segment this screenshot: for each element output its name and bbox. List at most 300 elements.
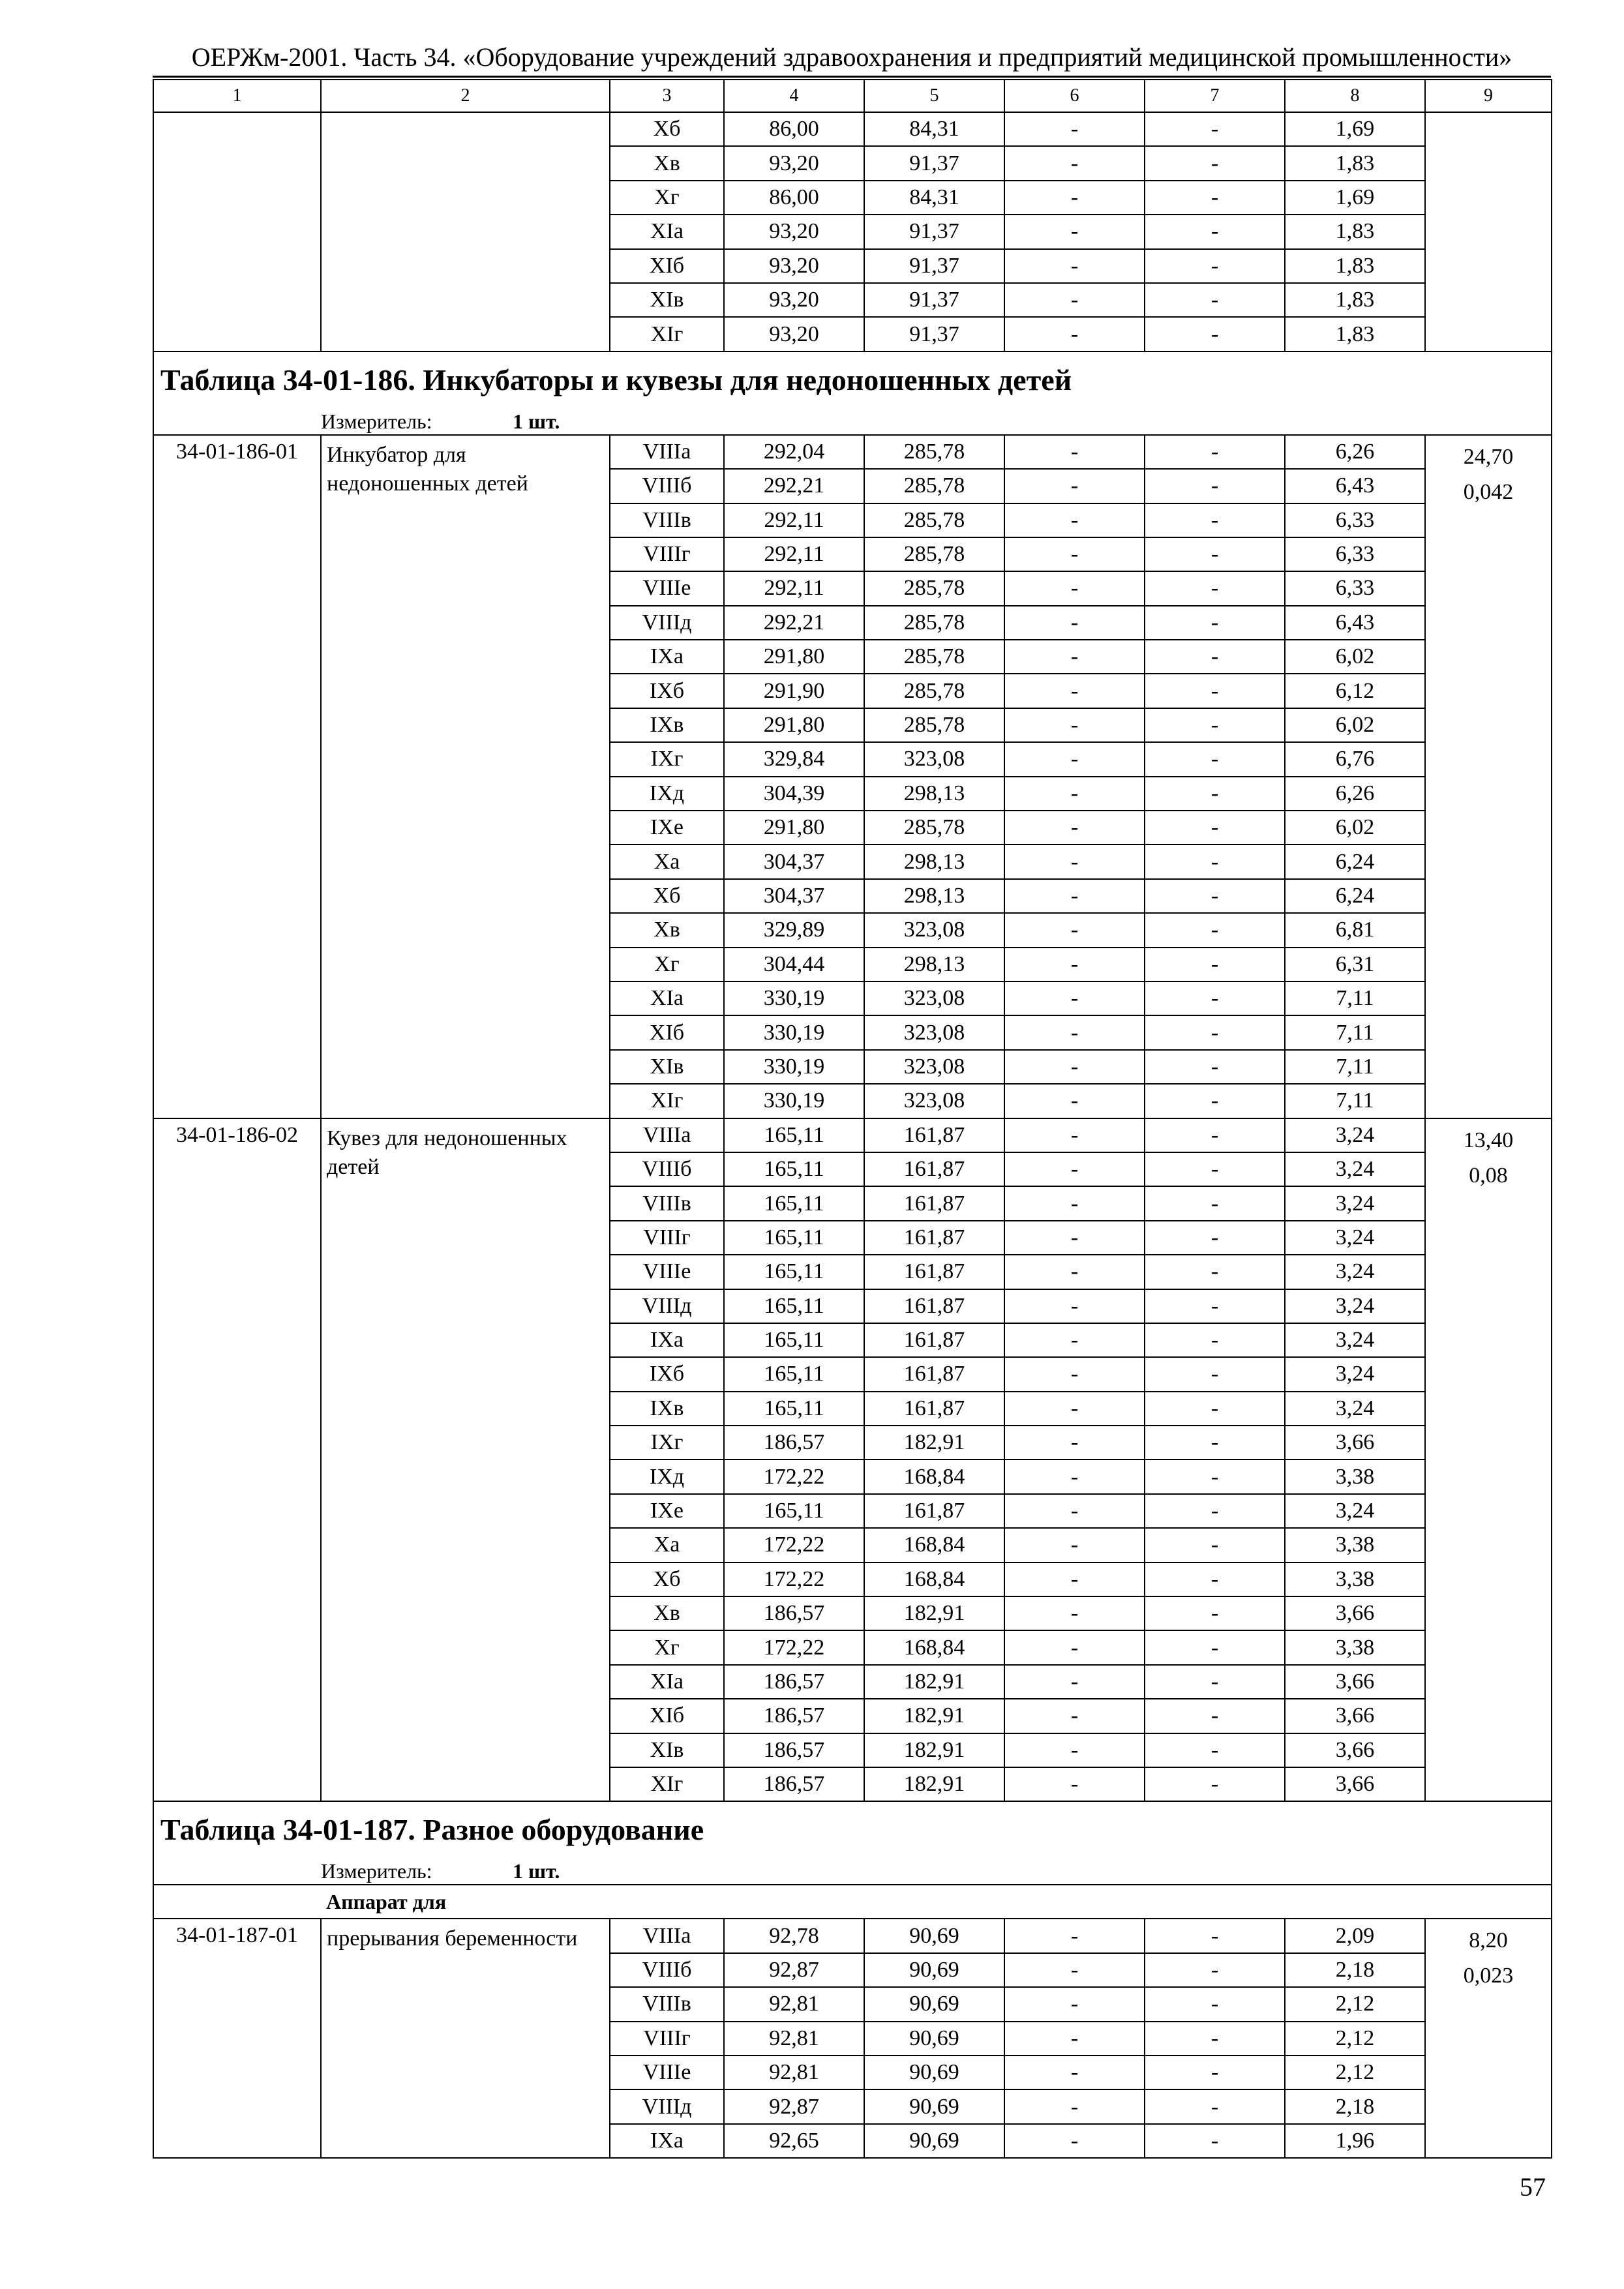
value-cell-5: 182,91 (864, 1699, 1004, 1733)
value-cell-4: 172,22 (724, 1459, 864, 1493)
value-cell-5: 168,84 (864, 1528, 1004, 1562)
zone-cell: IXа (610, 1323, 724, 1357)
value-cell-7: - (1145, 674, 1285, 708)
value-cell-8: 2,12 (1285, 2022, 1425, 2056)
col9-value: 24,70 (1463, 444, 1514, 469)
zone-cell: VIIIв (610, 1987, 724, 2021)
value-cell-4: 186,57 (724, 1596, 864, 1630)
value-cell-6: - (1004, 2022, 1145, 2056)
value-cell-5: 182,91 (864, 1665, 1004, 1699)
value-cell-7: - (1145, 1084, 1285, 1118)
value-cell-8: 3,66 (1285, 1767, 1425, 1801)
value-cell-8: 1,69 (1285, 181, 1425, 215)
value-cell-8: 2,12 (1285, 1987, 1425, 2021)
value-cell-8: 6,02 (1285, 811, 1425, 845)
value-cell-6: - (1004, 606, 1145, 640)
measure-label: Измеритель: (321, 409, 432, 433)
value-cell-4: 291,80 (724, 708, 864, 742)
value-cell-5: 182,91 (864, 1426, 1004, 1459)
table-row (153, 1919, 1552, 1952)
subheading: Аппарат для (321, 1885, 1552, 1919)
value-cell-7: - (1145, 317, 1285, 351)
value-cell-7: - (1145, 2124, 1285, 2158)
value-cell-8: 1,83 (1285, 215, 1425, 248)
zone-cell: XIа (610, 1665, 724, 1699)
value-cell-4: 186,57 (724, 1426, 864, 1459)
value-cell-4: 165,11 (724, 1357, 864, 1391)
value-cell-5: 298,13 (864, 777, 1004, 811)
value-cell-4: 186,57 (724, 1767, 864, 1801)
value-cell-6: - (1004, 1953, 1145, 1987)
value-cell-8: 7,11 (1285, 1084, 1425, 1118)
zone-cell: IXв (610, 708, 724, 742)
value-cell-5: 285,78 (864, 571, 1004, 605)
value-cell-8: 3,24 (1285, 1323, 1425, 1357)
zone-cell: VIIIа (610, 1118, 724, 1152)
value-cell-8: 6,24 (1285, 845, 1425, 878)
value-cell-7: - (1145, 1050, 1285, 1084)
zone-cell: Xв (610, 146, 724, 180)
value-cell-8: 6,24 (1285, 879, 1425, 913)
value-cell-4: 86,00 (724, 181, 864, 215)
value-cell-8: 3,24 (1285, 1118, 1425, 1152)
zone-cell: VIIIб (610, 1953, 724, 1987)
value-cell-6: - (1004, 777, 1145, 811)
value-cell-8: 3,66 (1285, 1426, 1425, 1459)
value-cell-8: 3,66 (1285, 1596, 1425, 1630)
zone-cell: Xб (610, 879, 724, 913)
zone-cell: Xг (610, 1630, 724, 1664)
value-cell-5: 323,08 (864, 742, 1004, 776)
value-cell-6: - (1004, 146, 1145, 180)
value-cell-6: - (1004, 317, 1145, 351)
value-cell-5: 323,08 (864, 1050, 1004, 1084)
value-cell-7: - (1145, 845, 1285, 878)
column-number: 5 (864, 80, 1004, 112)
value-cell-5: 161,87 (864, 1186, 1004, 1220)
value-cell-6: - (1004, 913, 1145, 947)
value-cell-4: 186,57 (724, 1665, 864, 1699)
value-cell-6: - (1004, 1323, 1145, 1357)
value-cell-5: 161,87 (864, 1357, 1004, 1391)
zone-cell: Xг (610, 948, 724, 981)
col9-value: 0,023 (1463, 1964, 1514, 1988)
value-cell-4: 292,21 (724, 606, 864, 640)
item-col9 (1425, 435, 1552, 1118)
zone-cell: VIIIв (610, 1186, 724, 1220)
value-cell-7: - (1145, 1665, 1285, 1699)
zone-cell: IXе (610, 811, 724, 845)
column-number-row (153, 80, 1552, 112)
value-cell-5: 168,84 (864, 1563, 1004, 1596)
value-cell-4: 292,11 (724, 503, 864, 537)
column-number: 6 (1004, 80, 1145, 112)
value-cell-5: 298,13 (864, 879, 1004, 913)
value-cell-6: - (1004, 1699, 1145, 1733)
value-cell-4: 330,19 (724, 1050, 864, 1084)
value-cell-5: 182,91 (864, 1767, 1004, 1801)
zone-cell: Xв (610, 913, 724, 947)
value-cell-8: 6,26 (1285, 435, 1425, 469)
value-cell-7: - (1145, 181, 1285, 215)
value-cell-6: - (1004, 640, 1145, 674)
value-cell-6: - (1004, 469, 1145, 503)
value-cell-6: - (1004, 1919, 1145, 1952)
zone-cell: VIIIе (610, 571, 724, 605)
value-cell-4: 330,19 (724, 1084, 864, 1118)
zone-cell: XIв (610, 1050, 724, 1084)
value-cell-5: 168,84 (864, 1630, 1004, 1664)
value-cell-7: - (1145, 435, 1285, 469)
value-cell-8: 6,33 (1285, 503, 1425, 537)
value-cell-4: 92,87 (724, 1953, 864, 1987)
value-cell-8: 3,38 (1285, 1459, 1425, 1493)
zone-cell: VIIIа (610, 1919, 724, 1952)
zone-cell: IXв (610, 1392, 724, 1426)
table-row (153, 1118, 1552, 1152)
zone-cell: VIIIг (610, 1221, 724, 1255)
value-cell-6: - (1004, 1152, 1145, 1186)
value-cell-4: 165,11 (724, 1323, 864, 1357)
value-cell-8: 1,83 (1285, 317, 1425, 351)
value-cell-7: - (1145, 2056, 1285, 2089)
value-cell-7: - (1145, 811, 1285, 845)
value-cell-4: 165,11 (724, 1186, 864, 1220)
value-cell-7: - (1145, 708, 1285, 742)
col9-value: 0,08 (1469, 1163, 1508, 1188)
value-cell-5: 161,87 (864, 1392, 1004, 1426)
value-cell-8: 1,69 (1285, 112, 1425, 146)
value-cell-8: 3,24 (1285, 1357, 1425, 1391)
value-cell-4: 292,11 (724, 571, 864, 605)
value-cell-4: 92,81 (724, 2022, 864, 2056)
value-cell-7: - (1145, 503, 1285, 537)
value-cell-8: 3,24 (1285, 1289, 1425, 1323)
value-cell-8: 6,76 (1285, 742, 1425, 776)
value-cell-7: - (1145, 981, 1285, 1015)
zone-cell: XIг (610, 1084, 724, 1118)
value-cell-6: - (1004, 2089, 1145, 2123)
value-cell-8: 3,66 (1285, 1699, 1425, 1733)
value-cell-4: 172,22 (724, 1528, 864, 1562)
value-cell-6: - (1004, 811, 1145, 845)
value-cell-4: 186,57 (724, 1699, 864, 1733)
value-cell-8: 3,66 (1285, 1665, 1425, 1699)
measure-value: 1 шт. (513, 409, 560, 433)
value-cell-8: 6,33 (1285, 537, 1425, 571)
value-cell-4: 92,87 (724, 2089, 864, 2123)
value-cell-7: - (1145, 1987, 1285, 2021)
zone-cell: VIIIг (610, 2022, 724, 2056)
value-cell-5: 91,37 (864, 215, 1004, 248)
value-cell-5: 161,87 (864, 1494, 1004, 1528)
value-cell-5: 285,78 (864, 503, 1004, 537)
value-cell-4: 93,20 (724, 249, 864, 283)
value-cell-4: 292,04 (724, 435, 864, 469)
value-cell-7: - (1145, 112, 1285, 146)
value-cell-8: 6,02 (1285, 640, 1425, 674)
value-cell-8: 6,12 (1285, 674, 1425, 708)
item-name: Инкубатор для недоношенных детей (321, 435, 610, 1118)
value-cell-4: 92,78 (724, 1919, 864, 1952)
value-cell-7: - (1145, 913, 1285, 947)
item-code (153, 112, 321, 352)
value-cell-5: 161,87 (864, 1323, 1004, 1357)
value-cell-5: 285,78 (864, 811, 1004, 845)
measure-blank (153, 408, 321, 435)
value-cell-8: 2,18 (1285, 2089, 1425, 2123)
value-cell-6: - (1004, 1987, 1145, 2021)
value-cell-6: - (1004, 1494, 1145, 1528)
value-cell-6: - (1004, 1528, 1145, 1562)
value-cell-4: 304,44 (724, 948, 864, 981)
item-code: 34-01-186-02 (153, 1118, 321, 1802)
value-cell-5: 90,69 (864, 2124, 1004, 2158)
value-cell-6: - (1004, 879, 1145, 913)
value-cell-6: - (1004, 1733, 1145, 1767)
value-cell-7: - (1145, 1289, 1285, 1323)
value-cell-4: 165,11 (724, 1118, 864, 1152)
value-cell-5: 91,37 (864, 283, 1004, 317)
header-rule (153, 76, 1551, 78)
value-cell-6: - (1004, 1221, 1145, 1255)
zone-cell: IXб (610, 674, 724, 708)
value-cell-8: 1,83 (1285, 146, 1425, 180)
value-cell-8: 3,24 (1285, 1494, 1425, 1528)
value-cell-5: 323,08 (864, 1015, 1004, 1049)
value-cell-8: 3,38 (1285, 1630, 1425, 1664)
value-cell-5: 323,08 (864, 913, 1004, 947)
value-cell-4: 165,11 (724, 1494, 864, 1528)
value-cell-5: 182,91 (864, 1733, 1004, 1767)
value-cell-6: - (1004, 2056, 1145, 2089)
value-cell-5: 285,78 (864, 435, 1004, 469)
value-cell-4: 292,11 (724, 537, 864, 571)
value-cell-5: 90,69 (864, 1987, 1004, 2021)
zone-cell: IXе (610, 1494, 724, 1528)
value-cell-5: 161,87 (864, 1289, 1004, 1323)
value-cell-7: - (1145, 1186, 1285, 1220)
value-cell-7: - (1145, 1459, 1285, 1493)
price-table (153, 79, 1552, 2159)
zone-cell: VIIIа (610, 435, 724, 469)
col9-value: 0,042 (1463, 479, 1514, 504)
value-cell-5: 91,37 (864, 146, 1004, 180)
value-cell-6: - (1004, 571, 1145, 605)
value-cell-5: 84,31 (864, 112, 1004, 146)
page-header: ОЕРЖм-2001. Часть 34. «Оборудование учреждений здравоохранения и предприятий медицинской промышленности» (191, 42, 1512, 72)
zone-cell: VIIIд (610, 2089, 724, 2123)
value-cell-4: 165,11 (724, 1152, 864, 1186)
zone-cell: VIIIд (610, 1289, 724, 1323)
column-number: 1 (153, 80, 321, 112)
value-cell-6: - (1004, 1357, 1145, 1391)
zone-cell: XIг (610, 1767, 724, 1801)
value-cell-5: 161,87 (864, 1221, 1004, 1255)
value-cell-8: 7,11 (1285, 1015, 1425, 1049)
zone-cell: XIг (610, 317, 724, 351)
column-number: 7 (1145, 80, 1285, 112)
table-title-row (153, 1801, 1552, 1858)
value-cell-7: - (1145, 1596, 1285, 1630)
value-cell-6: - (1004, 112, 1145, 146)
value-cell-6: - (1004, 1767, 1145, 1801)
value-cell-5: 161,87 (864, 1255, 1004, 1289)
value-cell-6: - (1004, 948, 1145, 981)
value-cell-7: - (1145, 1323, 1285, 1357)
value-cell-4: 329,84 (724, 742, 864, 776)
value-cell-4: 93,20 (724, 215, 864, 248)
value-cell-6: - (1004, 2124, 1145, 2158)
value-cell-7: - (1145, 283, 1285, 317)
item-name (321, 112, 610, 352)
value-cell-7: - (1145, 571, 1285, 605)
value-cell-8: 6,02 (1285, 708, 1425, 742)
value-cell-4: 291,80 (724, 640, 864, 674)
value-cell-4: 92,65 (724, 2124, 864, 2158)
value-cell-8: 6,33 (1285, 571, 1425, 605)
col9-value: 13,40 (1463, 1128, 1514, 1152)
value-cell-4: 304,37 (724, 845, 864, 878)
value-cell-7: - (1145, 1255, 1285, 1289)
value-cell-7: - (1145, 1152, 1285, 1186)
value-cell-5: 90,69 (864, 1919, 1004, 1952)
value-cell-8: 6,43 (1285, 606, 1425, 640)
value-cell-6: - (1004, 845, 1145, 878)
zone-cell: IXа (610, 640, 724, 674)
value-cell-7: - (1145, 1221, 1285, 1255)
value-cell-4: 86,00 (724, 112, 864, 146)
value-cell-4: 304,39 (724, 777, 864, 811)
value-cell-6: - (1004, 283, 1145, 317)
value-cell-8: 3,24 (1285, 1221, 1425, 1255)
value-cell-8: 1,96 (1285, 2124, 1425, 2158)
value-cell-6: - (1004, 1426, 1145, 1459)
value-cell-5: 90,69 (864, 2056, 1004, 2089)
value-cell-6: - (1004, 215, 1145, 248)
column-number: 2 (321, 80, 610, 112)
value-cell-7: - (1145, 1357, 1285, 1391)
item-name: прерывания беременности (321, 1919, 610, 2158)
value-cell-6: - (1004, 1392, 1145, 1426)
value-cell-7: - (1145, 537, 1285, 571)
value-cell-6: - (1004, 1118, 1145, 1152)
table-title: Таблица 34-01-187. Разное оборудование (153, 1801, 1552, 1858)
zone-cell: XIб (610, 1015, 724, 1049)
value-cell-7: - (1145, 1699, 1285, 1733)
page-number: 57 (1520, 2172, 1546, 2202)
value-cell-5: 161,87 (864, 1152, 1004, 1186)
value-cell-4: 291,80 (724, 811, 864, 845)
value-cell-5: 285,78 (864, 640, 1004, 674)
table-title-row (153, 352, 1552, 408)
value-cell-4: 165,11 (724, 1392, 864, 1426)
zone-cell: VIIIв (610, 503, 724, 537)
zone-cell: XIа (610, 215, 724, 248)
value-cell-5: 298,13 (864, 845, 1004, 878)
value-cell-6: - (1004, 1186, 1145, 1220)
value-cell-6: - (1004, 435, 1145, 469)
subheading-row (153, 1885, 1552, 1919)
value-cell-4: 291,90 (724, 674, 864, 708)
zone-cell: XIв (610, 1733, 724, 1767)
value-cell-7: - (1145, 777, 1285, 811)
value-cell-7: - (1145, 640, 1285, 674)
value-cell-5: 91,37 (864, 317, 1004, 351)
value-cell-4: 304,37 (724, 879, 864, 913)
subheading-blank (153, 1885, 321, 1919)
column-number: 4 (724, 80, 864, 112)
value-cell-7: - (1145, 1392, 1285, 1426)
measure-row (153, 1858, 1552, 1885)
value-cell-8: 6,26 (1285, 777, 1425, 811)
value-cell-6: - (1004, 1015, 1145, 1049)
value-cell-8: 1,83 (1285, 249, 1425, 283)
zone-cell: Xв (610, 1596, 724, 1630)
value-cell-8: 6,31 (1285, 948, 1425, 981)
value-cell-6: - (1004, 708, 1145, 742)
value-cell-4: 172,22 (724, 1630, 864, 1664)
zone-cell: IXа (610, 2124, 724, 2158)
value-cell-8: 3,24 (1285, 1392, 1425, 1426)
value-cell-7: - (1145, 215, 1285, 248)
zone-cell: Xб (610, 112, 724, 146)
value-cell-4: 93,20 (724, 283, 864, 317)
zone-cell: XIа (610, 981, 724, 1015)
measure-row (153, 408, 1552, 435)
value-cell-5: 84,31 (864, 181, 1004, 215)
zone-cell: IXд (610, 777, 724, 811)
value-cell-4: 92,81 (724, 1987, 864, 2021)
value-cell-6: - (1004, 674, 1145, 708)
value-cell-6: - (1004, 742, 1145, 776)
value-cell-5: 90,69 (864, 2022, 1004, 2056)
zone-cell: Xа (610, 1528, 724, 1562)
value-cell-7: - (1145, 1953, 1285, 1987)
value-cell-5: 168,84 (864, 1459, 1004, 1493)
zone-cell: XIб (610, 249, 724, 283)
column-number: 3 (610, 80, 724, 112)
zone-cell: IXб (610, 1357, 724, 1391)
table-row (153, 435, 1552, 469)
value-cell-7: - (1145, 1494, 1285, 1528)
zone-cell: VIIIе (610, 1255, 724, 1289)
measure-blank (153, 1858, 321, 1885)
value-cell-7: - (1145, 1630, 1285, 1664)
zone-cell: VIIIе (610, 2056, 724, 2089)
value-cell-8: 6,81 (1285, 913, 1425, 947)
value-cell-4: 165,11 (724, 1289, 864, 1323)
value-cell-4: 92,81 (724, 2056, 864, 2089)
item-col9 (1425, 1118, 1552, 1802)
value-cell-4: 93,20 (724, 317, 864, 351)
value-cell-8: 7,11 (1285, 1050, 1425, 1084)
value-cell-8: 2,12 (1285, 2056, 1425, 2089)
item-col9 (1425, 1919, 1552, 2158)
value-cell-7: - (1145, 249, 1285, 283)
value-cell-4: 165,11 (724, 1255, 864, 1289)
value-cell-7: - (1145, 1426, 1285, 1459)
value-cell-8: 3,24 (1285, 1255, 1425, 1289)
value-cell-8: 3,38 (1285, 1563, 1425, 1596)
value-cell-7: - (1145, 2089, 1285, 2123)
value-cell-8: 2,18 (1285, 1953, 1425, 1987)
value-cell-4: 292,21 (724, 469, 864, 503)
zone-cell: IXд (610, 1459, 724, 1493)
value-cell-6: - (1004, 1563, 1145, 1596)
value-cell-5: 285,78 (864, 606, 1004, 640)
item-code: 34-01-186-01 (153, 435, 321, 1118)
